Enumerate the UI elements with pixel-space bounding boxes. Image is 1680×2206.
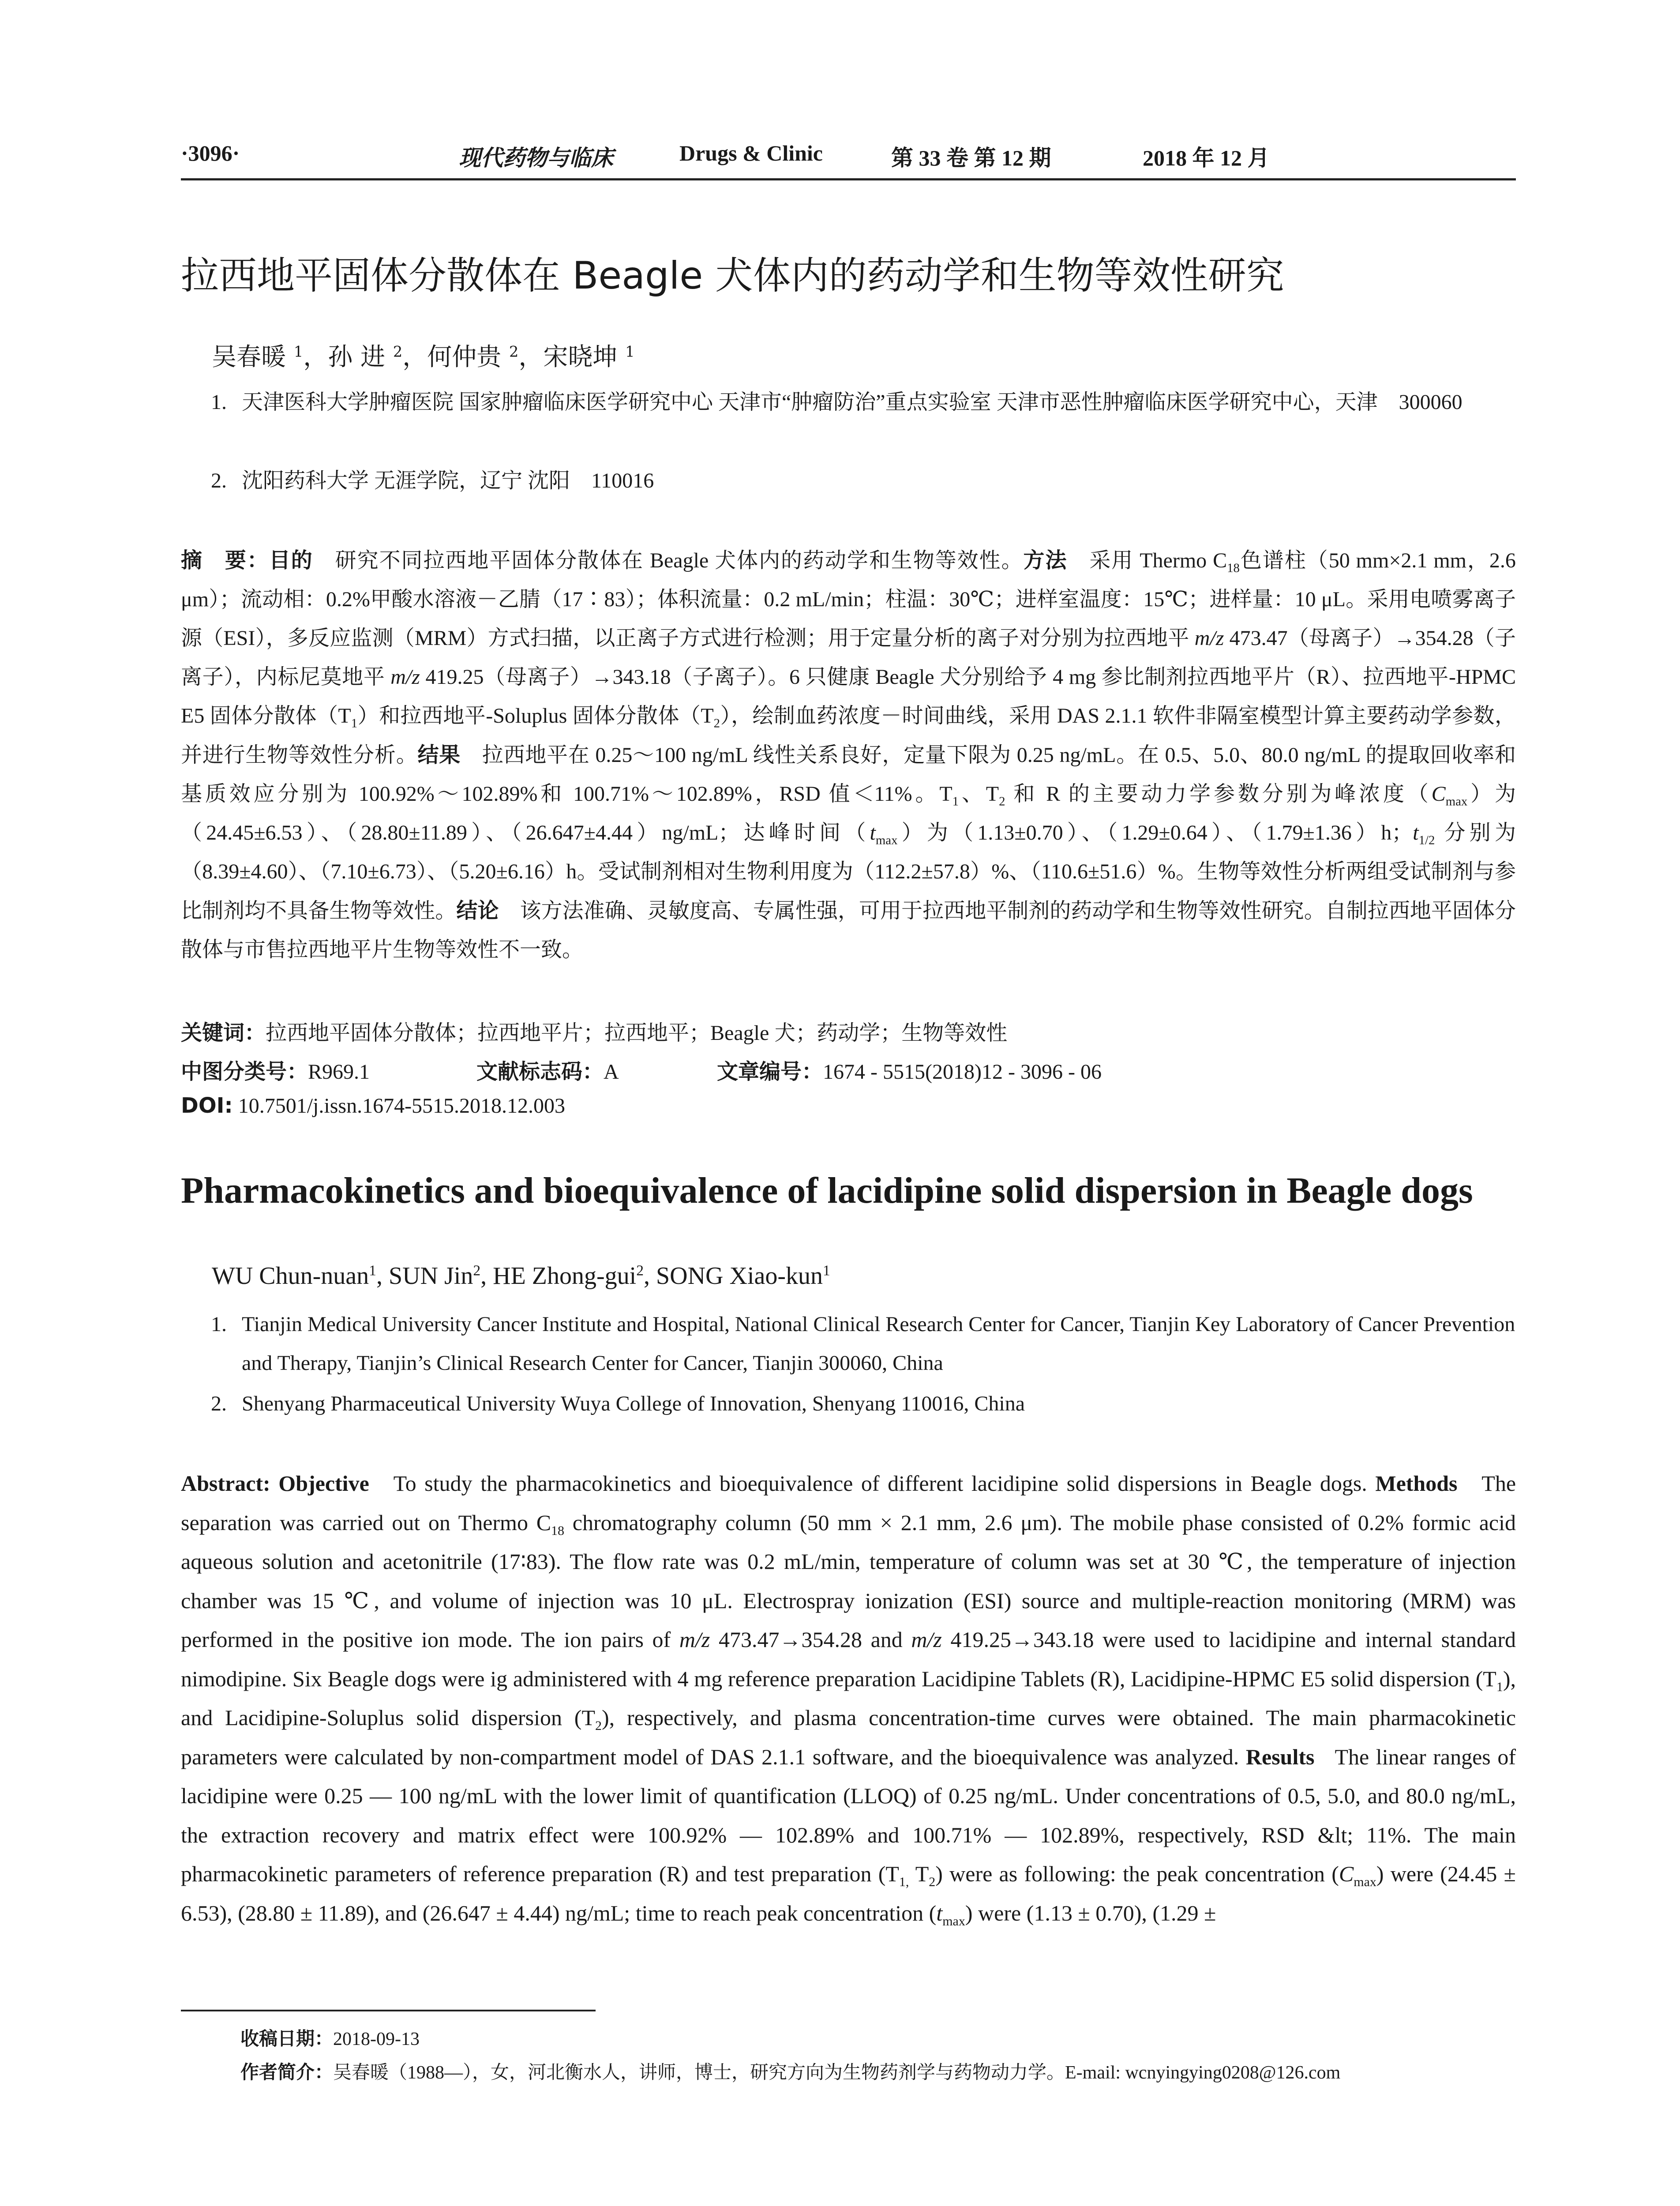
mz-symbol: m/z <box>1194 627 1224 650</box>
results-text: 拉西地平在 0.25～100 ng/mL 线性关系良好，定量下限为 0.25 ng/mL。在 0.5、5.0、80.0 ng/mL 的提取回收率和基质效应分别为 100.92%～102.89%和 100.71%～102.89%，RSD 值＜11%。T <box>181 743 1516 806</box>
subscript: max <box>875 833 898 848</box>
subscript: 2 <box>999 794 1005 809</box>
subscript: 18 <box>551 1523 565 1538</box>
doi-line <box>181 1093 1516 1118</box>
author-affiliation-mark: 1 <box>625 343 635 360</box>
affiliation-text: 天津医科大学肿瘤医院 国家肿瘤临床医学研究中心 天津市“肿瘤防治”重点实验室 天津市恶性肿瘤临床医学研究中心，天津 300060 <box>242 390 1462 414</box>
doi-value: 10.7501/j.issn.1674-5515.2018.12.003 <box>238 1094 566 1118</box>
doc-code-field <box>476 1054 619 1085</box>
author-name: HE Zhong-gui <box>493 1262 637 1290</box>
methods-text: The separation was carried out on Thermo C <box>181 1471 1516 1535</box>
clc-label: 中图分类号： <box>181 1059 308 1084</box>
results-text: ) were (1.13 ± 0.70), (1.29 ± <box>965 1900 1216 1925</box>
abstract-label: Abstract: <box>181 1471 270 1496</box>
affiliation-text: Tianjin Medical University Cancer Institute and Hospital, National Clinical Research Center for Cancer, Tianjin Key Laboratory of Cancer Prevention and Therapy, Tianjin’s Clinical Research Center for Cancer, Tianjin 300060, China <box>242 1313 1515 1375</box>
article-number-value: 1674 - 5515(2018)12 - 3096 - 06 <box>823 1060 1102 1084</box>
results-text: ) were (24.45 ± 6.53), (28.80 ± 11.89), and (26.647 ± 4.44) ng/mL; time to reach peak concentration ( <box>181 1861 1516 1925</box>
subscript: 1 <box>952 794 959 809</box>
received-date: 2018-09-13 <box>333 2029 420 2049</box>
methods-text: ), respectively, and plasma concentration-time curves were obtained. The main pharmacokinetic parameters were calculated by non-compartment model of DAS 2.1.1 software, and the bioequivalence was analyzed. <box>181 1705 1516 1769</box>
mz-symbol: m/z <box>911 1627 942 1652</box>
results-label: Results <box>1245 1744 1315 1769</box>
objective-label: Objective <box>278 1471 369 1496</box>
author-affiliation-mark: 1 <box>293 343 304 360</box>
author-bio-label: 作者简介： <box>240 2061 334 2083</box>
affiliation-number: 2. <box>211 1392 227 1415</box>
subscript: 18 <box>1227 561 1240 575</box>
methods-text: chromatography column (50 mm × 2.1 mm, 2.6 μm). The mobile phase consisted of 0.2% formic acid aqueous solution and acetonitrile (17∶83). The flow rate was 0.2 mL/min, temperature of column was set at 30 ℃, the temperature of injection chamber was 15 ℃, and volume of injection was 10 μL. Electrospray ionization (ESI) source and multiple-reaction monitoring (MRM) was performed in the positive ion mode. The ion pairs of <box>181 1510 1516 1652</box>
cmax-symbol: C <box>1339 1861 1354 1886</box>
abstract-cn <box>181 541 1516 969</box>
affiliation-en-1 <box>211 1305 1517 1383</box>
article-title-cn: 拉西地平固体分散体在 Beagle 犬体内的药动学和生物等效性研究 <box>181 254 1284 298</box>
doi-label: DOI: <box>181 1093 233 1118</box>
author-bio-text: 吴春暖（1988—），女，河北衡水人，讲师，博士，研究方向为生物药剂学与药物动力学。E-mail: wcnyingying0208@126.com <box>333 2063 1341 2083</box>
affiliation-number: 1. <box>211 1313 227 1336</box>
footnote-divider <box>181 2010 596 2011</box>
author-bio-footnote <box>240 2058 1340 2084</box>
keywords-text: 拉西地平固体分散体；拉西地平片；拉西地平；Beagle 犬；药动学；生物等效性 <box>266 1021 1008 1045</box>
received-date-footnote <box>240 2024 420 2051</box>
methods-text: 473.47→354.28 and <box>710 1627 911 1652</box>
clc-value: R969.1 <box>308 1060 370 1084</box>
author-name: 宋晓坤 <box>543 343 618 371</box>
article-number-field <box>717 1054 1102 1085</box>
methods-text: 采用 Thermo C <box>1089 549 1227 572</box>
affiliation-text: Shenyang Pharmaceutical University Wuya College of Innovation, Shenyang 110016, China <box>242 1392 1025 1415</box>
author-name: 何仲贵 <box>427 343 502 371</box>
affiliation-cn-1 <box>211 383 1517 422</box>
subscript: 1/2 <box>1418 833 1435 848</box>
results-text: The linear ranges of lacidipine were 0.25 — 100 ng/mL with the lower limit of quantification (LLOQ) of 0.25 ng/mL. Under concentrations of 0.5, 5.0, and 80.0 ng/mL, the extraction recovery and matrix effect were 100.92% — 102.89% and 100.71% — 102.89%, respectively, RSD &lt; 11%. The main pharmacokinetic parameters of reference preparation (R) and test preparation (T <box>181 1744 1516 1886</box>
clc-field <box>181 1060 370 1084</box>
volume-issue: 第 33 卷 第 12 期 <box>891 146 1051 170</box>
abstract-label: 摘 要： <box>181 548 269 573</box>
tmax-symbol: t <box>936 1900 943 1925</box>
affiliation-en-2 <box>211 1384 1517 1423</box>
subscript: 1, <box>899 1875 909 1889</box>
results-text: ）为（24.45±6.53）、（28.80±11.89）、（26.647±4.44）ng/mL；达峰时间（ <box>181 782 1516 844</box>
methods-text: ）和拉西地平-Soluplus 固体分散体（T <box>357 704 714 728</box>
author-affiliation-mark: 1 <box>369 1262 376 1279</box>
keywords-label: 关键词： <box>181 1020 266 1045</box>
author-affiliation-mark: 2 <box>473 1262 481 1279</box>
results-text: 分别为（8.39±4.60）、（7.10±6.73）、（5.20±6.16）h。受试制剂相对生物利用度为（112.2±57.8）%、（110.6±51.6）%。生物等效性分析两组受试制剂与参比制剂均不具备生物等效性。 <box>181 821 1516 923</box>
objective-label: 目的 <box>269 548 313 573</box>
classification-line <box>181 1054 1516 1085</box>
running-header <box>181 140 1516 180</box>
journal-name-cn: 现代药物与临床 <box>459 146 613 170</box>
author-name: 孙 进 <box>328 343 385 371</box>
methods-text: 473.47（母离子）→354.28（子离子），内标尼莫地平 <box>181 627 1516 689</box>
subscript: 2 <box>929 1875 936 1889</box>
author-name: 吴春暖 <box>212 343 286 371</box>
mz-symbol: m/z <box>679 1627 710 1652</box>
subscript: max <box>1445 794 1468 809</box>
affiliation-text: 沈阳药科大学 无涯学院，辽宁 沈阳 110016 <box>242 469 654 492</box>
author-list-cn: 吴春暖 $^1$，孙 进 $^2$，何仲贵 $^2$，宋晓坤 $^1$ <box>212 343 635 371</box>
author-name: WU Chun-nuan <box>212 1262 369 1290</box>
subscript: 2 <box>713 716 720 731</box>
mz-symbol: m/z <box>390 665 420 689</box>
abstract-en <box>181 1464 1516 1932</box>
affiliation-cn-2 <box>211 461 1517 500</box>
conclusion-text: 该方法准确、灵敏度高、专属性强，可用于拉西地平制剂的药动学和生物等效性研究。自制拉西地平固体分散体与市售拉西地平片生物等效性不一致。 <box>181 899 1516 961</box>
subscript: 1 <box>351 716 358 731</box>
results-text: T <box>909 1861 929 1886</box>
objective-text: To study the pharmacokinetics and bioequivalence of different lacidipine solid dispersions in Beagle dogs. <box>393 1471 1367 1496</box>
author-affiliation-mark: 2 <box>509 343 519 360</box>
subscript: max <box>942 1913 965 1928</box>
received-label: 收稿日期： <box>240 2028 334 2049</box>
subscript: 1 <box>1496 1679 1503 1694</box>
tmax-symbol: t <box>870 821 876 844</box>
methods-label: Methods <box>1375 1471 1458 1496</box>
subscript: 2 <box>595 1718 602 1733</box>
author-affiliation-mark: 1 <box>822 1262 830 1279</box>
methods-text: 色谱柱（50 mm×2.1 mm，2.6 μm）；流动相：0.2%甲酸水溶液－乙腈（17∶83）；体积流量：0.2 mL/min；柱温：30℃；进样室温度：15℃；进样量：10 μL。采用电喷雾离子源（ESI），多反应监测（MRM）方式扫描，以正离子方式进行检测；用于定量分析的离子对分别为拉西地平 <box>181 549 1516 650</box>
thalf-symbol: t <box>1413 821 1419 844</box>
page-number: ·3096· <box>181 141 240 165</box>
cmax-symbol: C <box>1431 782 1446 806</box>
author-affiliation-mark: 2 <box>636 1262 644 1279</box>
keywords-line <box>181 1016 1516 1046</box>
methods-text: 419.25（母离子）→343.18（子离子）。6 只健康 Beagle 犬分别给予 4 mg 参比制剂拉西地平片（R）、拉西地平-HPMC E5 固体分散体（T <box>181 665 1516 728</box>
article-title-en: Pharmacokinetics and bioequivalence of lacidipine solid dispersion in Beagle dogs <box>181 1170 1473 1211</box>
results-label: 结果 <box>417 743 461 767</box>
author-list-en: WU Chun-nuan$^1$, SUN Jin$^2$, HE Zhong-gui$^2$, SONG Xiao-kun$^1$ <box>212 1262 830 1290</box>
author-name: SUN Jin <box>388 1262 473 1290</box>
affiliation-number: 2. <box>211 469 227 492</box>
results-text: 和 R 的主要动力学参数分别为峰浓度（ <box>1005 782 1432 806</box>
doc-code-value: A <box>604 1060 619 1084</box>
results-text: ）为（1.13±0.70）、（1.29±0.64）、（1.79±1.36）h； <box>897 821 1413 844</box>
author-name: SONG Xiao-kun <box>656 1262 823 1290</box>
article-number-label: 文章编号： <box>717 1059 823 1084</box>
results-text: ) were as following: the peak concentration ( <box>935 1861 1339 1886</box>
author-affiliation-mark: 2 <box>393 343 403 360</box>
methods-text: 419.25→343.18 were used to lacidipine and internal standard nimodipine. Six Beagle dogs were ig administered with 4 mg reference preparation Lacidipine Tablets (R), Lacidipine-HPMC E5 solid dispersion (T <box>181 1627 1516 1691</box>
affiliation-number: 1. <box>211 390 227 414</box>
methods-text: ), and Lacidipine-Soluplus solid dispersion (T <box>181 1666 1516 1730</box>
methods-text: ），绘制血药浓度－时间曲线，采用 DAS 2.1.1 软件非隔室模型计算主要药动学参数，并进行生物等效性分析。 <box>181 704 1516 767</box>
doc-code-label: 文献标志码： <box>476 1059 604 1084</box>
issue-date: 2018 年 12 月 <box>1143 146 1270 170</box>
objective-text: 研究不同拉西地平固体分散体在 Beagle 犬体内的药动学和生物等效性。 <box>335 549 1024 572</box>
methods-label: 方法 <box>1023 548 1068 573</box>
conclusion-label: 结论 <box>456 898 499 923</box>
journal-name-en: Drugs & Clinic <box>679 141 823 165</box>
results-text: 、T <box>959 782 999 806</box>
subscript: max <box>1354 1875 1376 1889</box>
